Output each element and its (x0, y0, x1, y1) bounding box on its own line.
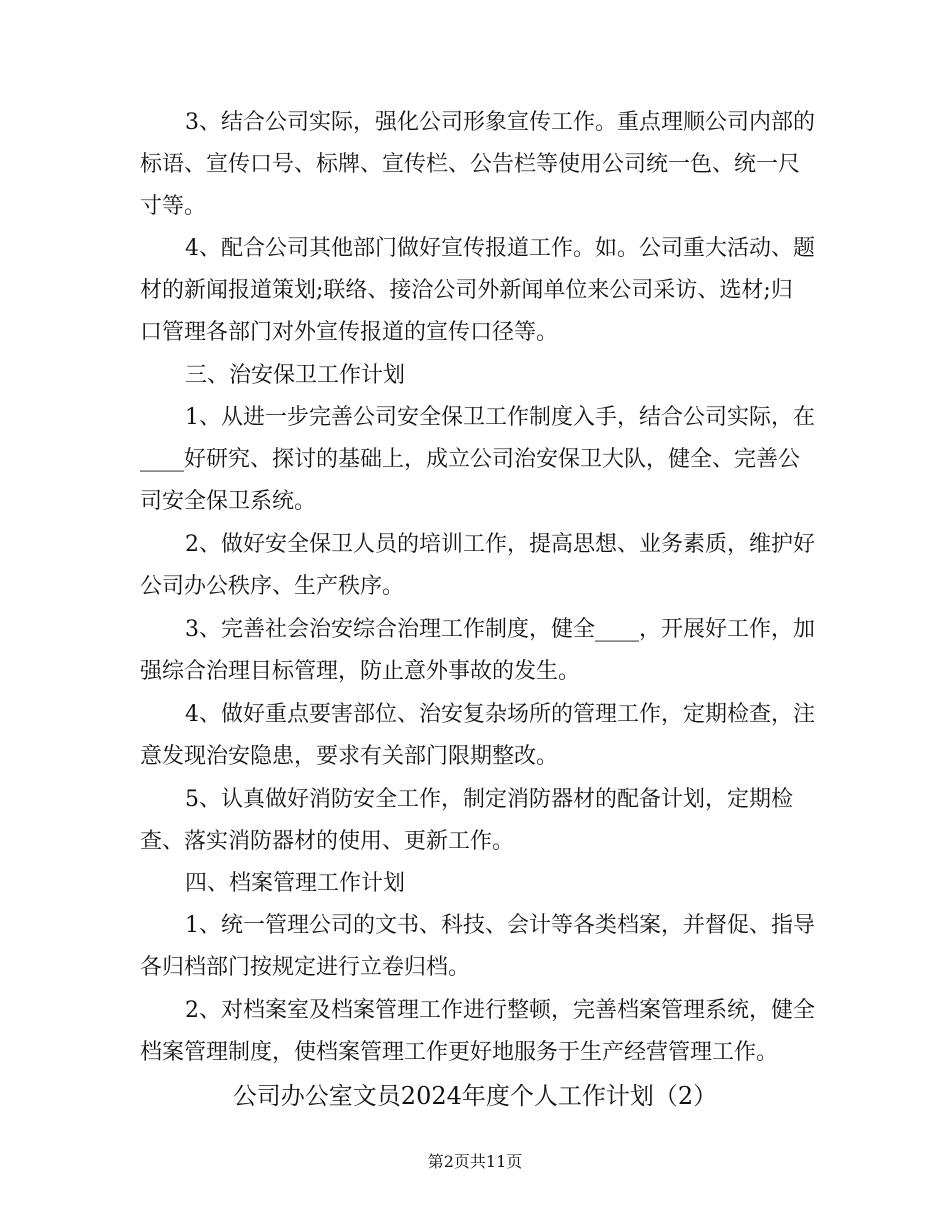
paragraph-line: 意发现治安隐患，要求有关部门限期整改。 (140, 744, 559, 769)
section-heading: 四、档案管理工作计划 (185, 871, 406, 896)
paragraph-line: 3、完善社会治安综合治理工作制度，健全____，开展好工作，加 (185, 617, 815, 642)
paragraph-line: ____好研究、探讨的基础上，成立公司治安保卫大队，健全、完善公 (140, 447, 801, 472)
paragraph-line: 材的新闻报道策划;联络、接洽公司外新闻单位来公司采访、选材;归 (140, 278, 793, 303)
section-heading: 三、治安保卫工作计划 (185, 363, 406, 388)
paragraph-line: 各归档部门按规定进行立卷归档。 (140, 955, 471, 980)
paragraph-line: 寸等。 (140, 194, 207, 219)
paragraph-line: 公司办公秩序、生产秩序。 (140, 574, 405, 599)
paragraph-line: 4、配合公司其他部门做好宣传报道工作。如。公司重大活动、题 (185, 236, 815, 261)
paragraph-line: 3、结合公司实际，强化公司形象宣传工作。重点理顺公司内部的 (185, 110, 815, 135)
paragraph-line: 4、做好重点要害部位、治安复杂场所的管理工作，定期检查，注 (185, 702, 815, 727)
paragraph-line: 2、对档案室及档案管理工作进行整顿，完善档案管理系统，健全 (185, 998, 815, 1023)
paragraph-line: 强综合治理目标管理，防止意外事故的发生。 (140, 659, 581, 684)
paragraph-line: 标语、宣传口号、标牌、宣传栏、公告栏等使用公司统一色、统一尺 (140, 152, 801, 177)
paragraph-line: 查、落实消防器材的使用、更新工作。 (140, 829, 515, 854)
paragraph-line: 司安全保卫系统。 (140, 489, 317, 514)
paragraph-line: 1、从进一步完善公司安全保卫工作制度入手，结合公司实际，在 (185, 405, 815, 430)
paragraph-line: 2、做好安全保卫人员的培训工作，提高思想、业务素质，维护好 (185, 532, 815, 557)
paragraph-line: 口管理各部门对外宣传报道的宣传口径等。 (140, 320, 559, 345)
paragraph-line: 1、统一管理公司的文书、科技、会计等各类档案，并督促、指导 (185, 913, 815, 938)
paragraph-line: 档案管理制度，使档案管理工作更好地服务于生产经营管理工作。 (140, 1040, 779, 1065)
paragraph-line: 5、认真做好消防安全工作，制定消防器材的配备计划，定期检 (185, 787, 793, 812)
document-section-title: 公司办公室文员2024年度个人工作计划（2） (232, 1082, 718, 1110)
page-number-footer: 第2页共11页 (427, 1152, 523, 1171)
